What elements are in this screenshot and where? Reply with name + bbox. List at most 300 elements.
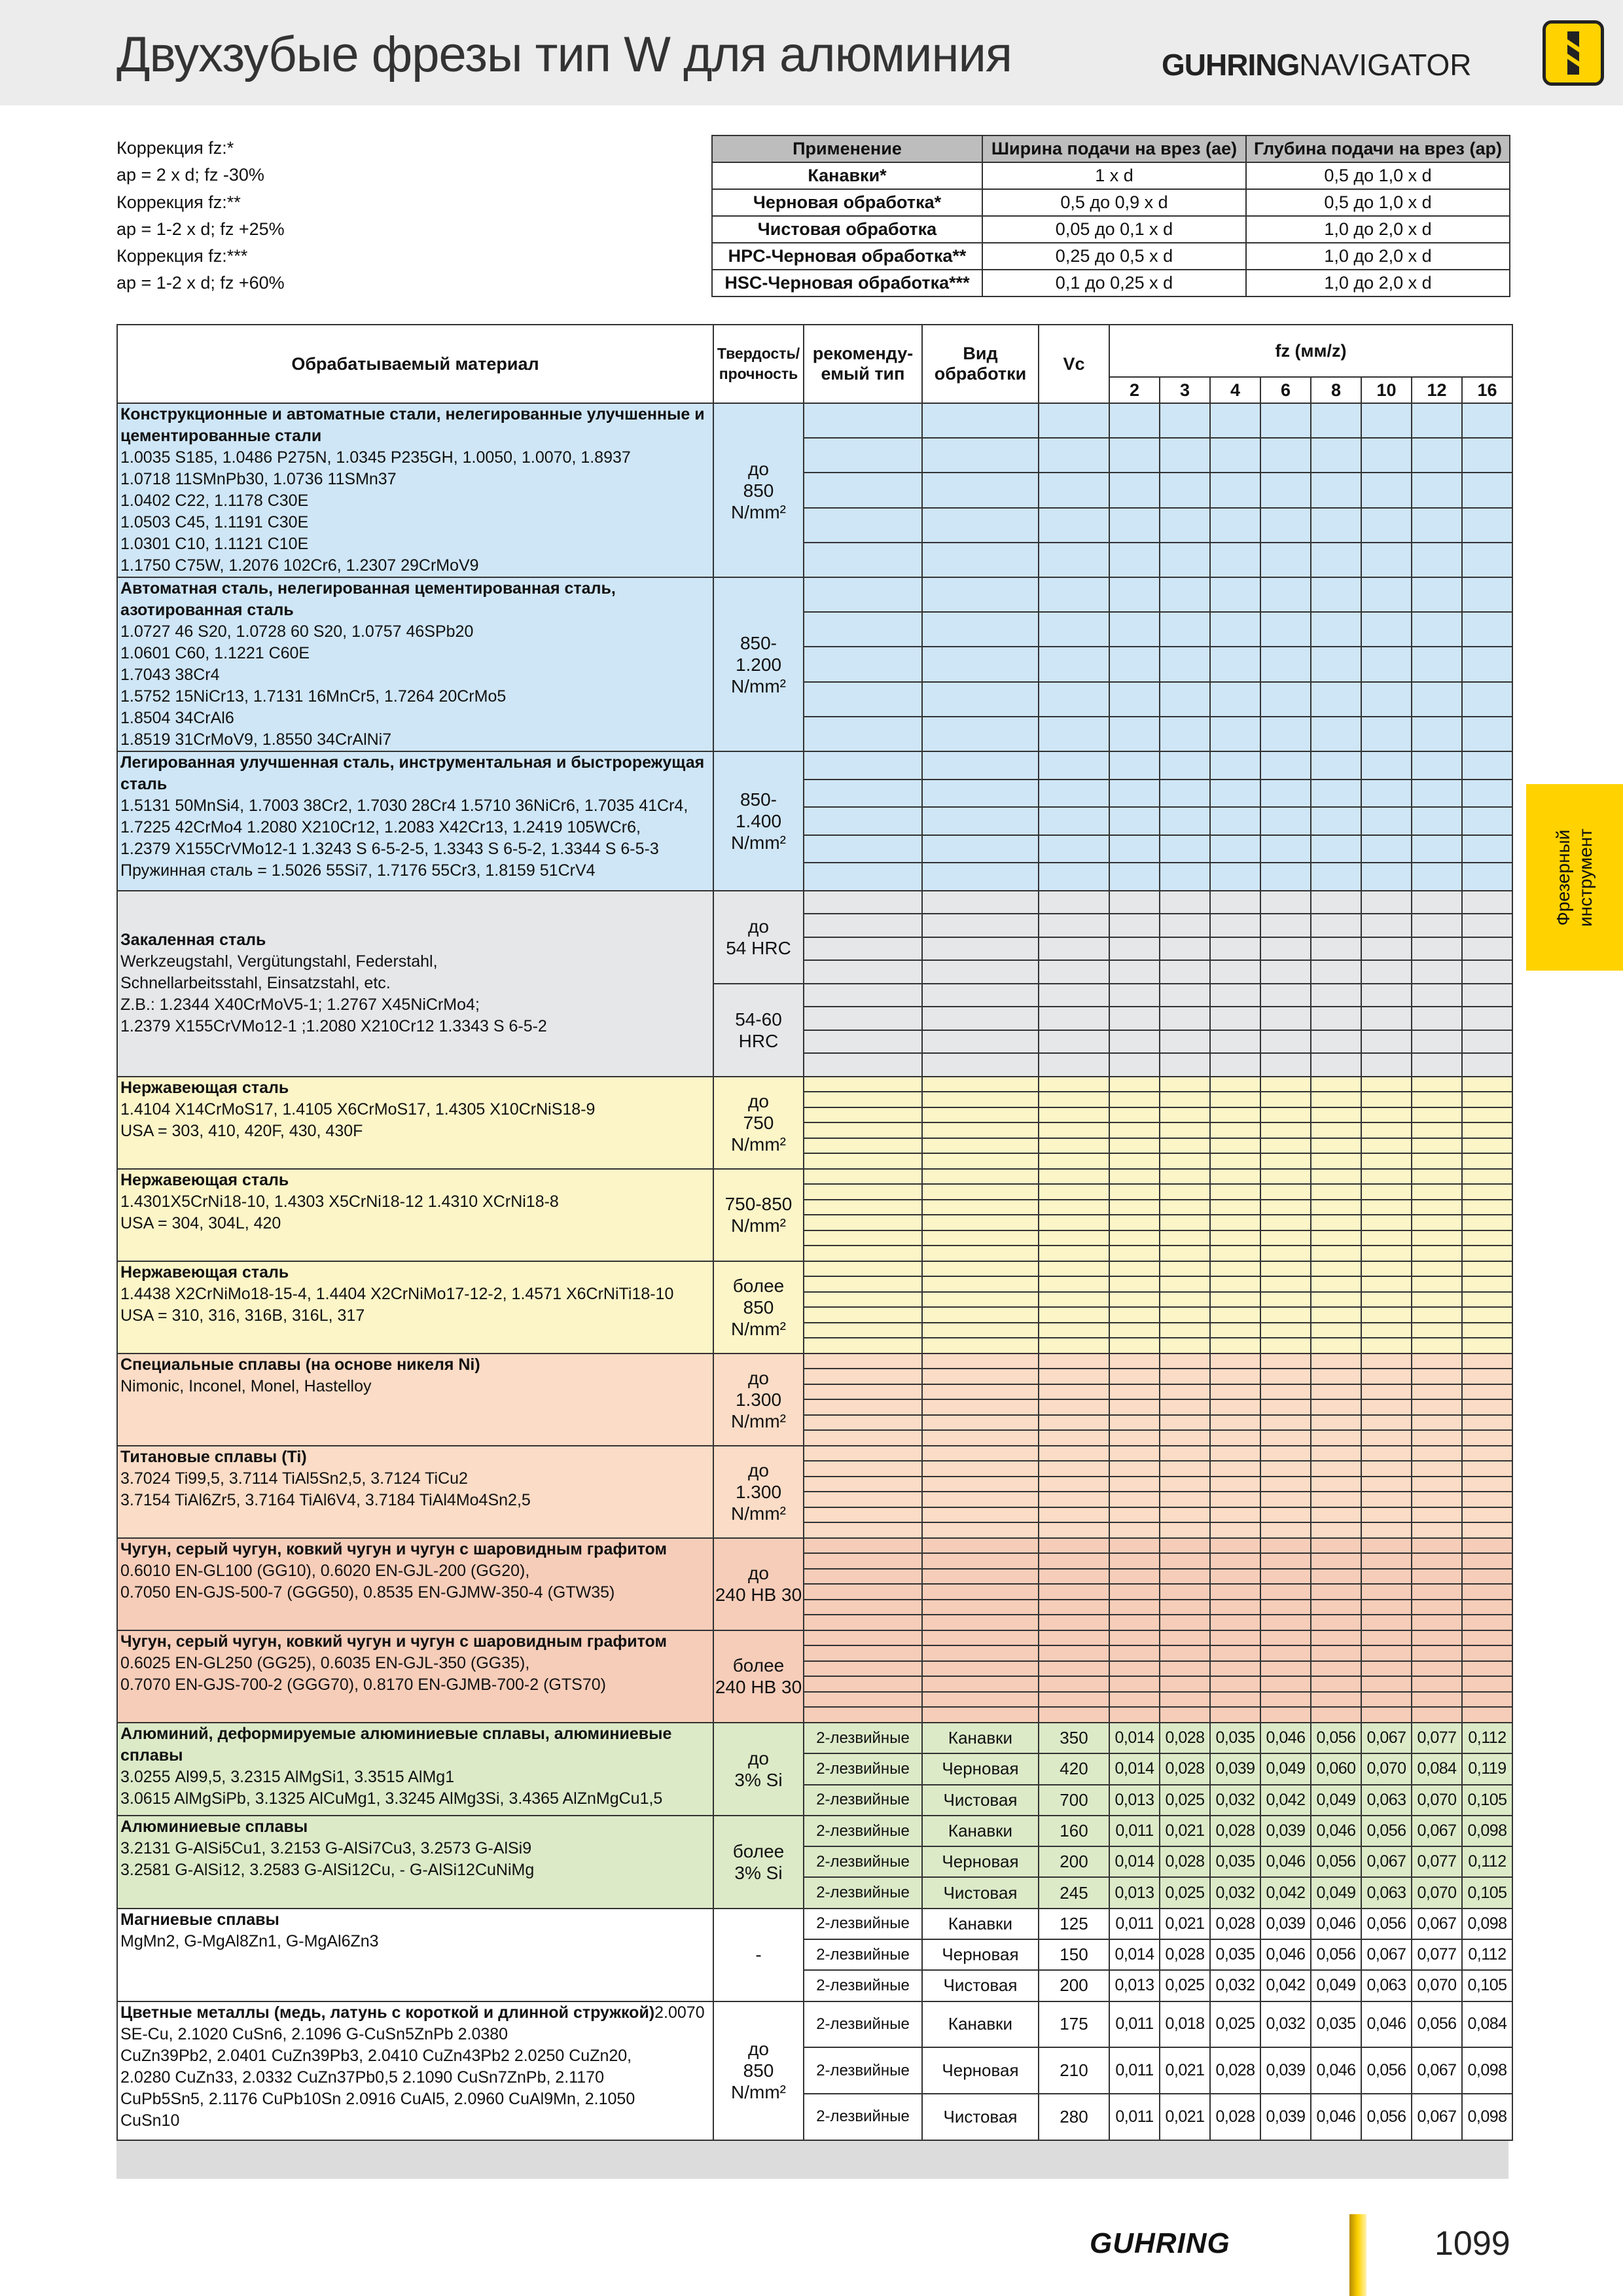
kind-cell: Чистовая <box>922 1970 1039 2001</box>
fz-cell <box>1462 1246 1512 1261</box>
guhring-logo-icon <box>1543 20 1604 86</box>
kind-cell: Канавки <box>922 1723 1039 1753</box>
fz-cell <box>1210 1492 1260 1507</box>
fz-cell <box>1361 807 1412 835</box>
vc-cell <box>1039 1122 1109 1138</box>
material-cell <box>117 2001 713 2140</box>
type-cell <box>804 1138 922 1154</box>
fz-cell <box>1412 1354 1462 1369</box>
fz-cell <box>1109 1384 1160 1400</box>
type-cell <box>804 780 922 808</box>
table-row <box>117 1261 1512 1277</box>
fz-cell: 0,025 <box>1160 1970 1210 2001</box>
hardness-text: до <box>748 916 769 937</box>
kind-cell <box>922 937 1039 961</box>
vc-cell: 125 <box>1039 1909 1109 1939</box>
fz-cell <box>1311 780 1361 808</box>
fz-cell <box>1361 914 1412 937</box>
hardness-cell <box>713 1723 804 1816</box>
vc-cell <box>1039 1276 1109 1292</box>
fz-cell <box>1260 835 1311 863</box>
fz-cell <box>1109 937 1160 961</box>
type-cell <box>804 1184 922 1200</box>
type-cell <box>804 751 922 780</box>
correction-notes <box>116 135 285 297</box>
fz-cell <box>1311 751 1361 780</box>
fz-cell: 0,028 <box>1160 1723 1210 1753</box>
fz-cell <box>1462 835 1512 863</box>
fz-cell <box>1412 1215 1462 1230</box>
type-cell <box>804 1122 922 1138</box>
fz-cell <box>1210 438 1260 473</box>
vc-cell <box>1039 1446 1109 1462</box>
fz-cell <box>1210 1030 1260 1054</box>
fz-cell <box>1109 960 1160 984</box>
hardness-text: 3% Si <box>734 1769 783 1790</box>
fz-cell <box>1160 1307 1210 1323</box>
hardness-text: HRC <box>738 1030 779 1051</box>
fz-cell: 0,112 <box>1462 1846 1512 1877</box>
vc-cell <box>1039 1053 1109 1077</box>
fz-cell: 0,032 <box>1210 1970 1260 2001</box>
vc-cell <box>1039 717 1109 751</box>
material-cell <box>117 1538 713 1630</box>
vc-cell <box>1039 1369 1109 1384</box>
fz-cell <box>1210 1446 1260 1462</box>
type-cell <box>804 1461 922 1477</box>
fz-cell <box>1361 751 1412 780</box>
fz-cell <box>1412 1615 1462 1630</box>
fz-cell <box>1160 1215 1210 1230</box>
vc-cell <box>1039 1107 1109 1123</box>
fz-cell: 0,039 <box>1210 1753 1260 1784</box>
material-cell <box>117 1446 713 1538</box>
fz-cell <box>1311 1261 1361 1277</box>
fz-cell <box>1109 473 1160 507</box>
fz-cell <box>1462 473 1512 507</box>
fz-cell <box>1412 1384 1462 1400</box>
fz-cell: 0,119 <box>1462 1753 1512 1784</box>
kind-cell <box>922 1276 1039 1292</box>
fz-cell <box>1462 1030 1512 1054</box>
hardness-text: до <box>748 1748 769 1768</box>
material-cell <box>117 577 713 751</box>
fz-cell <box>1260 1077 1311 1092</box>
fz-cell <box>1311 403 1361 438</box>
fz-cell <box>1311 1292 1361 1308</box>
fz-cell <box>1160 1053 1210 1077</box>
fz-cell <box>1361 403 1412 438</box>
kind-cell <box>922 1138 1039 1154</box>
fz-cell <box>1160 1461 1210 1477</box>
type-cell <box>804 1707 922 1723</box>
fz-cell: 0,014 <box>1109 1723 1160 1753</box>
fz-cell <box>1412 891 1462 914</box>
fz-cell <box>1260 1323 1311 1338</box>
fz-cell: 0,032 <box>1210 1877 1260 1908</box>
kind-cell <box>922 984 1039 1007</box>
vc-cell: 350 <box>1039 1723 1109 1753</box>
vc-cell <box>1039 577 1109 612</box>
fz-cell <box>1311 1184 1361 1200</box>
fz-cell <box>1109 1492 1160 1507</box>
kind-cell <box>922 914 1039 937</box>
app-cell-value: 0,25 до 0,5 x d <box>982 243 1246 270</box>
fz-cell <box>1260 1030 1311 1054</box>
fz-cell <box>1361 1553 1412 1569</box>
material-line: MgMn2, G-MgAl8Zn1, G-MgAl6Zn3 <box>120 1931 379 1950</box>
vc-cell <box>1039 1430 1109 1446</box>
fz-cell <box>1260 1307 1311 1323</box>
fz-cell <box>1361 1415 1412 1431</box>
kind-cell <box>922 1645 1039 1661</box>
vc-cell <box>1039 1645 1109 1661</box>
fz-cell: 0,070 <box>1412 1877 1462 1908</box>
fz-cell <box>1361 438 1412 473</box>
material-cell <box>117 1909 713 2001</box>
fz-cell <box>1412 960 1462 984</box>
kind-cell <box>922 682 1039 717</box>
page-header <box>0 0 1623 105</box>
app-cell-value: 0,05 до 0,1 x d <box>982 216 1246 243</box>
type-cell: 2-лезвийные <box>804 1909 922 1939</box>
fz-cell: 0,098 <box>1462 1816 1512 1846</box>
fz-cell <box>1260 682 1311 717</box>
fz-cell: 0,046 <box>1361 2001 1412 2048</box>
vc-cell <box>1039 1492 1109 1507</box>
app-cell-value: 1,0 до 2,0 x d <box>1246 243 1510 270</box>
fz-cell <box>1210 1569 1260 1585</box>
fz-cell <box>1311 1553 1361 1569</box>
fz-cell <box>1462 1553 1512 1569</box>
fz-cell <box>1361 1246 1412 1261</box>
fz-cell <box>1412 1153 1462 1169</box>
fz-cell <box>1462 807 1512 835</box>
fz-cell <box>1210 403 1260 438</box>
fz-cell <box>1210 1323 1260 1338</box>
fz-cell <box>1260 984 1311 1007</box>
fz-cell <box>1210 984 1260 1007</box>
header-material: Обрабатываемый материал <box>117 325 713 403</box>
fz-cell <box>1210 508 1260 543</box>
fz-cell <box>1462 577 1512 612</box>
material-cell <box>117 1077 713 1169</box>
fz-cell: 0,014 <box>1109 1846 1160 1877</box>
fz-cell <box>1311 1399 1361 1415</box>
fz-cell <box>1210 863 1260 891</box>
material-group-title: Легированная улучшенная сталь, инструментальная и быстрорежущая сталь <box>120 753 705 793</box>
fz-cell <box>1462 1707 1512 1723</box>
app-cell-application: HSC-Черновая обработка*** <box>712 270 982 296</box>
fz-cell <box>1109 1415 1160 1431</box>
fz-cell: 0,049 <box>1260 1753 1311 1784</box>
fz-cell <box>1260 1246 1311 1261</box>
type-cell <box>804 1107 922 1123</box>
fz-cell: 0,063 <box>1361 1877 1412 1908</box>
fz-cell <box>1311 1246 1361 1261</box>
fz-cell <box>1160 1477 1210 1492</box>
fz-cell <box>1412 1184 1462 1200</box>
fz-cell <box>1210 1399 1260 1415</box>
fz-cell: 0,013 <box>1109 1970 1160 2001</box>
hardness-text: 54 HRC <box>726 937 791 958</box>
fz-cell <box>1109 1092 1160 1107</box>
kind-cell <box>922 1707 1039 1723</box>
fz-cell <box>1412 1661 1462 1677</box>
fz-cell <box>1210 1415 1260 1431</box>
vc-cell <box>1039 1661 1109 1677</box>
fz-cell <box>1160 1553 1210 1569</box>
kind-cell <box>922 1461 1039 1477</box>
material-cell <box>117 1169 713 1261</box>
fz-cell <box>1412 1261 1462 1277</box>
app-cell-application: HPC-Черновая обработка** <box>712 243 982 270</box>
fz-cell <box>1109 1538 1160 1554</box>
type-cell <box>804 1415 922 1431</box>
fz-cell <box>1412 1122 1462 1138</box>
fz-cell <box>1260 1446 1311 1462</box>
fz-cell <box>1160 751 1210 780</box>
fz-cell <box>1361 1615 1412 1630</box>
app-row <box>712 162 1510 189</box>
fz-cell <box>1412 1538 1462 1554</box>
fz-cell <box>1462 1446 1512 1462</box>
fz-cell <box>1462 1477 1512 1492</box>
fz-cell <box>1412 1169 1462 1185</box>
fz-cell <box>1412 1338 1462 1354</box>
fz-cell <box>1210 473 1260 507</box>
fz-cell <box>1160 780 1210 808</box>
material-group-title: Нержавеющая сталь <box>120 1078 289 1097</box>
fz-cell <box>1109 1292 1160 1308</box>
kind-cell <box>922 1584 1039 1600</box>
table-row <box>117 1909 1512 1939</box>
fz-cell <box>1210 1430 1260 1446</box>
fz-cell <box>1361 1053 1412 1077</box>
fz-cell <box>1462 1092 1512 1107</box>
material-line: 3.2131 G-AlSi5Cu1, 3.2153 G-AlSi7Cu3, 3.2573 G-AlSi9 <box>120 1839 532 1857</box>
fz-cell <box>1160 1077 1210 1092</box>
kind-cell <box>922 1522 1039 1538</box>
fz-cell <box>1361 543 1412 577</box>
fz-cell <box>1160 960 1210 984</box>
vc-cell: 200 <box>1039 1846 1109 1877</box>
header-diameter: 16 <box>1462 377 1512 403</box>
kind-cell <box>922 508 1039 543</box>
material-line: USA = 310, 316, 316B, 316L, 317 <box>120 1306 365 1325</box>
fz-cell <box>1160 984 1210 1007</box>
fz-cell <box>1462 1538 1512 1554</box>
kind-cell: Канавки <box>922 1816 1039 1846</box>
hardness-text: до <box>748 2039 769 2060</box>
fz-cell <box>1260 473 1311 507</box>
fz-cell <box>1311 1461 1361 1477</box>
fz-cell <box>1260 1138 1311 1154</box>
fz-cell <box>1210 1477 1260 1492</box>
fz-cell <box>1160 1246 1210 1261</box>
material-line: 1.8519 31CrMoV9, 1.8550 34CrAlNi7 <box>120 730 392 749</box>
vc-cell <box>1039 1676 1109 1692</box>
fz-cell <box>1210 647 1260 681</box>
type-cell <box>804 1230 922 1246</box>
material-line: 1.0503 C45, 1.1191 C30E <box>120 513 309 531</box>
kind-cell <box>922 1492 1039 1507</box>
fz-cell <box>1462 984 1512 1007</box>
brand-light: NAVIGATOR <box>1299 48 1472 82</box>
hardness-text: до <box>748 1460 769 1480</box>
fz-cell <box>1109 1661 1160 1677</box>
type-cell <box>804 1399 922 1415</box>
material-line: 0.7070 EN-GJS-700-2 (GGG70), 0.8170 EN-GJMB-700-2 (GTS70) <box>120 1675 606 1694</box>
fz-cell <box>1210 1538 1260 1554</box>
fz-cell <box>1412 717 1462 751</box>
type-cell: 2-лезвийные <box>804 1785 922 1816</box>
fz-cell <box>1260 1707 1311 1723</box>
kind-cell <box>922 807 1039 835</box>
fz-cell <box>1412 1522 1462 1538</box>
fz-cell <box>1260 1215 1311 1230</box>
fz-cell <box>1412 835 1462 863</box>
fz-cell <box>1210 1707 1260 1723</box>
fz-cell <box>1462 1292 1512 1308</box>
fz-cell <box>1109 682 1160 717</box>
fz-cell <box>1109 1200 1160 1215</box>
hardness-text: более <box>732 1275 785 1296</box>
hardness-text: 1.200 <box>735 654 782 675</box>
fz-cell <box>1160 1092 1210 1107</box>
vc-cell <box>1039 1707 1109 1723</box>
kind-cell <box>922 1661 1039 1677</box>
fz-cell <box>1260 1522 1311 1538</box>
hardness-text: 850- <box>740 632 777 653</box>
fz-cell: 0,025 <box>1210 2001 1260 2048</box>
vc-cell <box>1039 1246 1109 1261</box>
fz-cell <box>1361 1184 1412 1200</box>
app-cell-value: 1 x d <box>982 162 1246 189</box>
fz-cell <box>1109 1230 1160 1246</box>
vc-cell <box>1039 1569 1109 1585</box>
fz-cell <box>1361 937 1412 961</box>
fz-cell <box>1260 914 1311 937</box>
material-line: 0.7050 EN-GJS-500-7 (GGG50), 0.8535 EN-GJMW-350-4 (GTW35) <box>120 1583 615 1602</box>
fz-cell: 0,049 <box>1311 1970 1361 2001</box>
fz-cell <box>1210 835 1260 863</box>
material-group-title: Автоматная сталь, нелегированная цементированная сталь, азотированная сталь <box>120 579 616 619</box>
vc-cell <box>1039 1584 1109 1600</box>
fz-cell <box>1412 1553 1462 1569</box>
fz-cell: 0,028 <box>1210 1816 1260 1846</box>
fz-cell <box>1210 1461 1260 1477</box>
fz-cell <box>1412 1446 1462 1462</box>
fz-cell: 0,039 <box>1260 1816 1311 1846</box>
fz-cell <box>1160 1492 1210 1507</box>
fz-cell <box>1462 1307 1512 1323</box>
fz-cell <box>1260 1338 1311 1354</box>
brand-navigator <box>1162 47 1472 82</box>
material-line: 2.0280 CuZn33, 2.0332 CuZn37Pb0,5 2.1090 CuSn7ZnPb, 2.1170 <box>120 2068 604 2087</box>
vc-cell <box>1039 1384 1109 1400</box>
fz-cell <box>1311 1030 1361 1054</box>
type-cell: 2-лезвийные <box>804 1816 922 1846</box>
hardness-cell <box>713 1261 804 1354</box>
fz-cell <box>1311 1507 1361 1523</box>
fz-cell: 0,098 <box>1462 1909 1512 1939</box>
type-cell <box>804 984 922 1007</box>
fz-cell <box>1361 1569 1412 1585</box>
fz-cell <box>1311 835 1361 863</box>
fz-cell <box>1412 1092 1462 1107</box>
fz-cell <box>1109 1053 1160 1077</box>
fz-cell <box>1210 1692 1260 1708</box>
fz-cell <box>1210 1230 1260 1246</box>
fz-cell <box>1160 937 1210 961</box>
fz-cell <box>1210 1007 1260 1030</box>
fz-cell <box>1109 1600 1160 1615</box>
hardness-text: N/mm² <box>731 1215 786 1236</box>
fz-cell <box>1160 1276 1210 1292</box>
table-row <box>117 891 1512 914</box>
type-cell: 2-лезвийные <box>804 1723 922 1753</box>
type-cell <box>804 1369 922 1384</box>
correction-line: ap = 1-2 x d; fz +25% <box>116 219 285 239</box>
material-line: 1.2379 X155CrVMo12-1 1.3243 S 6-5-2-5, 1.3343 S 6-5-2, 1.3344 S 6-5-3 <box>120 840 659 858</box>
fz-cell <box>1210 914 1260 937</box>
material-group-title: Магниевые сплавы <box>120 1910 279 1929</box>
fz-cell: 0,013 <box>1109 1785 1160 1816</box>
fz-cell <box>1361 1600 1412 1615</box>
fz-cell <box>1361 577 1412 612</box>
fz-cell: 0,077 <box>1412 1846 1462 1877</box>
fz-cell <box>1160 1338 1210 1354</box>
fz-cell <box>1361 1230 1412 1246</box>
fz-cell <box>1311 1477 1361 1492</box>
table-row <box>117 1077 1512 1092</box>
material-line: 1.0718 11SMnPb30, 1.0736 11SMn37 <box>120 470 397 488</box>
kind-cell <box>922 1169 1039 1185</box>
material-line: 1.1750 C75W, 1.2076 102Cr6, 1.2307 29CrMoV9 <box>120 556 479 575</box>
fz-cell <box>1210 1053 1260 1077</box>
app-cell-value: 0,1 до 0,25 x d <box>982 270 1246 296</box>
fz-cell <box>1311 1053 1361 1077</box>
fz-cell <box>1462 1692 1512 1708</box>
type-cell <box>804 1153 922 1169</box>
fz-cell <box>1311 1369 1361 1384</box>
material-cell <box>117 891 713 1077</box>
kind-cell <box>922 438 1039 473</box>
fz-cell <box>1109 1507 1160 1523</box>
fz-cell <box>1361 1077 1412 1092</box>
material-line: USA = 303, 410, 420F, 430, 430F <box>120 1121 363 1140</box>
fz-cell <box>1311 543 1361 577</box>
fz-cell <box>1109 1276 1160 1292</box>
side-tab-milling[interactable] <box>1526 784 1623 971</box>
material-line: 1.5752 15NiCr13, 1.7131 16MnCr5, 1.7264 20CrMo5 <box>120 687 507 706</box>
fz-cell: 0,098 <box>1462 2094 1512 2140</box>
fz-cell <box>1109 1323 1160 1338</box>
fz-cell <box>1109 1107 1160 1123</box>
table-row <box>117 1446 1512 1462</box>
type-cell <box>804 1492 922 1507</box>
fz-cell <box>1311 1630 1361 1646</box>
hardness-text: 240 HB 30 <box>715 1677 802 1698</box>
kind-cell <box>922 1200 1039 1215</box>
fz-cell <box>1109 1246 1160 1261</box>
kind-cell <box>922 1307 1039 1323</box>
fz-cell <box>1462 1615 1512 1630</box>
fz-cell: 0,056 <box>1311 1846 1361 1877</box>
application-table <box>711 135 1510 297</box>
material-line: 0.6025 EN-GL250 (GG25), 0.6035 EN-GJL-350 (GG35), <box>120 1653 530 1672</box>
